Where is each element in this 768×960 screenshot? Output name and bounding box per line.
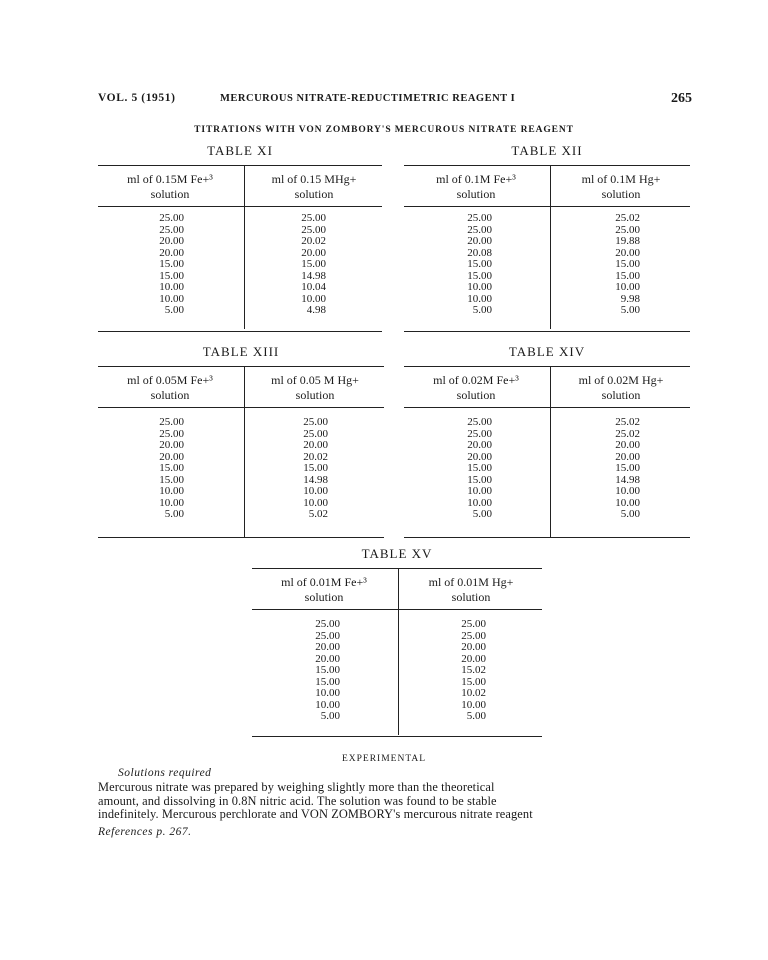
table-cell: 5.00 xyxy=(620,304,640,316)
table-cell: 10.00 xyxy=(303,496,328,509)
header-line: solution xyxy=(456,388,496,402)
table-cell: 15.00 xyxy=(467,258,492,270)
header-line: ml of 0.1M Hg+ xyxy=(581,172,661,186)
table-cell: 15.00 xyxy=(615,462,640,474)
table-cell: 20.02 xyxy=(303,450,328,463)
column-header-hg xyxy=(246,373,384,403)
header-line: solution xyxy=(150,388,190,402)
table-cell: 9.98 xyxy=(620,292,640,305)
table-cell: 20.08 xyxy=(467,246,492,259)
column-hg-values xyxy=(284,213,326,317)
header-line: solution xyxy=(601,187,641,201)
table-cell: 15.00 xyxy=(467,473,492,486)
table-cell: 10.00 xyxy=(467,496,492,509)
table-bottom-rule xyxy=(252,736,542,737)
table-cell: 10.00 xyxy=(467,485,492,497)
table-xi xyxy=(98,143,382,333)
table-cell: 25.00 xyxy=(615,223,640,236)
table-cell: 10.00 xyxy=(159,485,184,497)
table-cell: 4.98 xyxy=(306,304,326,316)
page-number: 265 xyxy=(671,91,692,106)
table-cell: 25.00 xyxy=(467,212,492,224)
column-fe-values xyxy=(450,417,492,521)
table-cell: 25.00 xyxy=(303,427,328,440)
table-cell: 15.00 xyxy=(461,675,486,688)
header-line: solution xyxy=(295,388,335,402)
header-line: solution xyxy=(456,187,496,201)
table-cell: 5.00 xyxy=(164,304,184,316)
header-line: ml of 0.02M Fe+³ xyxy=(433,373,519,387)
table-cell: 20.02 xyxy=(301,235,326,247)
table-cell: 10.00 xyxy=(301,292,326,305)
table-cell: 10.00 xyxy=(467,292,492,305)
column-header-fe xyxy=(98,373,242,403)
table-top-rule xyxy=(404,165,690,166)
header-line: ml of 0.15M Fe+³ xyxy=(127,172,213,186)
table-top-rule xyxy=(404,366,690,367)
column-header-fe xyxy=(252,575,396,605)
table-xii xyxy=(404,143,690,333)
table-cell: 20.00 xyxy=(301,246,326,259)
table-cell: 10.02 xyxy=(461,687,486,699)
table-cell: 15.00 xyxy=(315,675,340,688)
table-cell: 20.00 xyxy=(315,641,340,653)
table-cell: 25.00 xyxy=(301,223,326,236)
table-xiv xyxy=(404,344,690,540)
header-line: ml of 0.05M Fe+³ xyxy=(127,373,213,387)
section-title: TITRATIONS WITH VON ZOMBORY'S MERCUROUS NITRATE REAGENT xyxy=(194,125,574,135)
column-divider xyxy=(550,166,551,329)
header-line: ml of 0.1M Fe+³ xyxy=(436,172,516,186)
table-cell: 20.00 xyxy=(467,235,492,247)
header-line: solution xyxy=(150,187,190,201)
header-line: ml of 0.05 M Hg+ xyxy=(271,373,359,387)
table-cell: 20.00 xyxy=(467,450,492,463)
table-title: TABLE XIV xyxy=(508,344,586,359)
table-cell: 10.00 xyxy=(615,485,640,497)
table-header-rule xyxy=(98,206,382,207)
table-top-rule xyxy=(98,165,382,166)
column-header-hg xyxy=(552,373,690,403)
table-cell: 15.00 xyxy=(303,462,328,474)
table-cell: 5.00 xyxy=(472,304,492,316)
table-cell: 10.00 xyxy=(159,292,184,305)
table-cell: 25.00 xyxy=(159,212,184,224)
references-note: References p. 267. xyxy=(98,826,192,838)
table-cell: 25.00 xyxy=(461,629,486,642)
table-cell: 20.00 xyxy=(159,450,184,463)
column-fe-values xyxy=(142,213,184,317)
table-cell: 14.98 xyxy=(615,473,640,486)
column-header-hg xyxy=(400,575,542,605)
column-fe-values xyxy=(298,619,340,723)
table-cell: 25.02 xyxy=(615,212,640,224)
column-divider xyxy=(550,367,551,537)
column-fe-values xyxy=(142,417,184,521)
table-cell: 15.00 xyxy=(159,258,184,270)
table-cell: 10.00 xyxy=(467,281,492,293)
column-header-fe xyxy=(404,172,548,202)
table-cell: 20.00 xyxy=(615,450,640,463)
table-cell: 10.00 xyxy=(315,698,340,711)
header-line: solution xyxy=(451,590,491,604)
column-header-hg xyxy=(552,172,690,202)
table-cell: 20.00 xyxy=(303,439,328,451)
table-cell: 10.00 xyxy=(615,496,640,509)
table-cell: 25.00 xyxy=(315,629,340,642)
table-cell: 25.00 xyxy=(303,416,328,428)
table-cell: 10.00 xyxy=(159,496,184,509)
table-cell: 10.00 xyxy=(315,687,340,699)
table-header-rule xyxy=(404,206,690,207)
table-cell: 15.00 xyxy=(159,269,184,282)
column-header-fe xyxy=(404,373,548,403)
table-cell: 25.00 xyxy=(301,212,326,224)
table-cell: 25.00 xyxy=(461,618,486,630)
column-header-hg xyxy=(246,172,382,202)
table-title: TABLE XIII xyxy=(202,344,280,359)
table-cell: 15.00 xyxy=(315,664,340,676)
table-cell: 20.00 xyxy=(615,246,640,259)
table-cell: 15.00 xyxy=(615,258,640,270)
table-cell: 19.88 xyxy=(615,235,640,247)
table-cell: 10.00 xyxy=(461,698,486,711)
table-title: TABLE XII xyxy=(511,143,583,158)
header-line: ml of 0.01M Hg+ xyxy=(428,575,514,589)
table-cell: 25.00 xyxy=(467,416,492,428)
column-divider xyxy=(398,569,399,735)
table-cell: 14.98 xyxy=(303,473,328,486)
table-top-rule xyxy=(98,366,384,367)
table-title: TABLE XV xyxy=(361,546,433,561)
header-line: ml of 0.01M Fe+³ xyxy=(281,575,367,589)
table-bottom-rule xyxy=(404,331,690,332)
body-text xyxy=(98,781,698,822)
table-bottom-rule xyxy=(98,331,382,332)
column-divider xyxy=(244,367,245,537)
table-cell: 25.00 xyxy=(159,427,184,440)
table-cell: 5.00 xyxy=(620,508,640,520)
table-cell: 20.00 xyxy=(315,652,340,665)
table-cell: 25.02 xyxy=(615,427,640,440)
table-cell: 25.00 xyxy=(315,618,340,630)
table-cell: 15.02 xyxy=(461,664,486,676)
subheading: Solutions required xyxy=(118,767,212,779)
column-divider xyxy=(244,166,245,329)
body-line: indefinitely. Mercurous perchlorate and VON ZOMBORY's mercurous nitrate reagent xyxy=(98,807,533,821)
column-header-fe xyxy=(98,172,242,202)
running-title: MERCUROUS NITRATE-REDUCTIMETRIC REAGENT I xyxy=(220,93,516,104)
table-xv xyxy=(252,546,542,740)
table-header-rule xyxy=(404,407,690,408)
table-bottom-rule xyxy=(98,537,384,538)
table-cell: 10.00 xyxy=(615,281,640,293)
column-fe-values xyxy=(450,213,492,317)
body-line: amount, and dissolving in 0.8N nitric acid. The solution was found to be stable xyxy=(98,793,497,808)
table-cell: 20.00 xyxy=(461,641,486,653)
volume-label: VOL. 5 (1951) xyxy=(98,92,176,104)
table-cell: 5.00 xyxy=(466,710,486,722)
table-cell: 14.98 xyxy=(301,269,326,282)
column-hg-values xyxy=(286,417,328,521)
running-header xyxy=(98,92,698,110)
table-header-rule xyxy=(98,407,384,408)
table-cell: 5.02 xyxy=(308,508,328,520)
table-cell: 15.00 xyxy=(615,269,640,282)
table-cell: 15.00 xyxy=(159,473,184,486)
table-cell: 25.00 xyxy=(467,223,492,236)
table-cell: 25.00 xyxy=(467,427,492,440)
table-cell: 15.00 xyxy=(159,462,184,474)
experimental-heading: EXPERIMENTAL xyxy=(341,754,427,764)
header-line: solution xyxy=(304,590,344,604)
table-cell: 25.02 xyxy=(615,416,640,428)
body-line: Mercurous nitrate was prepared by weighing slightly more than the theoretical xyxy=(98,780,495,794)
table-cell: 5.00 xyxy=(472,508,492,520)
table-cell: 20.00 xyxy=(159,439,184,451)
table-cell: 5.00 xyxy=(164,508,184,520)
column-hg-values xyxy=(598,213,640,317)
table-cell: 15.00 xyxy=(467,462,492,474)
table-bottom-rule xyxy=(404,537,690,538)
table-cell: 20.00 xyxy=(467,439,492,451)
header-line: ml of 0.15 MHg+ xyxy=(271,172,357,186)
header-line: ml of 0.02M Hg+ xyxy=(578,373,664,387)
column-hg-values xyxy=(444,619,486,723)
table-cell: 10.00 xyxy=(159,281,184,293)
table-top-rule xyxy=(252,568,542,569)
table-cell: 15.00 xyxy=(467,269,492,282)
table-cell: 20.00 xyxy=(615,439,640,451)
table-xiii xyxy=(98,344,384,540)
table-cell: 10.04 xyxy=(301,281,326,293)
table-title: TABLE XI xyxy=(207,143,273,158)
table-header-rule xyxy=(252,609,542,610)
table-cell: 20.00 xyxy=(159,235,184,247)
table-cell: 25.00 xyxy=(159,416,184,428)
table-cell: 5.00 xyxy=(320,710,340,722)
table-cell: 20.00 xyxy=(159,246,184,259)
header-line: solution xyxy=(294,187,334,201)
table-cell: 20.00 xyxy=(461,652,486,665)
table-cell: 25.00 xyxy=(159,223,184,236)
table-cell: 15.00 xyxy=(301,258,326,270)
column-hg-values xyxy=(598,417,640,521)
table-cell: 10.00 xyxy=(303,485,328,497)
header-line: solution xyxy=(601,388,641,402)
